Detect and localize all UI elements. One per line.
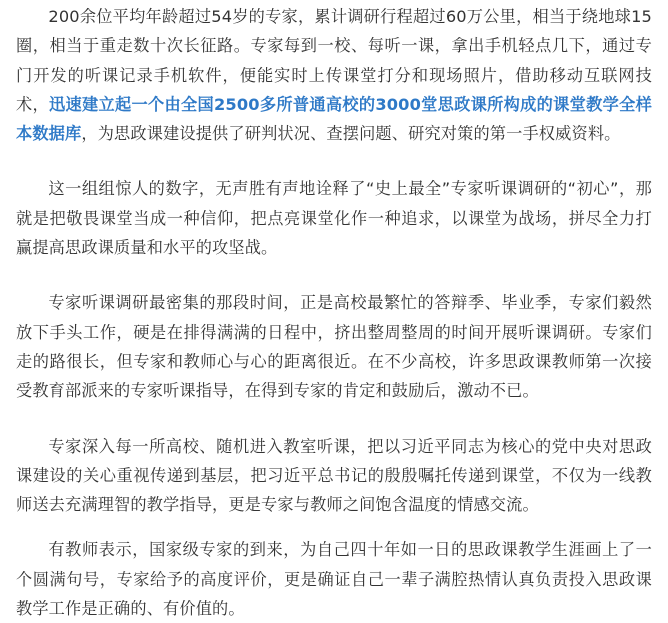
paragraph-1-highlight: 迅速建立起一个由全国2500多所普通高校的3000堂思政课所构成的课堂教学全样本数据库 xyxy=(16,94,652,144)
paragraph-5-text: 有教师表示，国家级专家的到来，为自己四十年如一日的思政课教学生涯画上了一个圆满句号，专家给予的高度评价，更是确证自己一辈子满腔热情认真负责投入思政课教学工作是正确的、有价值的。 xyxy=(16,540,652,619)
paragraph-2-text: 这一组组惊人的数字，无声胜有声地诠释了“史上最全”专家听课调研的“初心”，那就是把敬畏课堂当成一种信仰，把点亮课堂化作一种追求，以课堂为战场，拼尽全力打赢提高思政课质量和水平的攻坚战。 xyxy=(16,179,652,258)
paragraph-2 xyxy=(16,174,652,262)
paragraph-1-text-a: 200余位平均年龄超过54岁的专家，累计调研行程超过60万公里，相当于绕地球15圈，相当于重走数十次长征路。专家每到一校、每听一课，拿出手机轻点几下，通过专门开发的听课记录手机软件，便能实时上传课堂打分和现场照片，借助移动互联网技术， xyxy=(16,7,652,114)
paragraph-3 xyxy=(16,288,652,405)
paragraph-1-text-b: ，为思政课建设提供了研判状况、查摆问题、研究对策的第一手权威资料。 xyxy=(81,124,621,144)
paragraph-3-text: 专家听课调研最密集的那段时间，正是高校最繁忙的答辩季、毕业季，专家们毅然放下手头工作，硬是在排得满满的日程中，挤出整周整周的时间开展听课调研。专家们走的路很长，但专家和教师心与心的距离很近。在不少高校，许多思政课教师第一次接受教育部派来的专家听课指导，在得到专家的肯定和鼓励后，激动不已。 xyxy=(16,293,652,401)
paragraph-4 xyxy=(16,432,652,520)
paragraph-4-text: 专家深入每一所高校、随机进入教室听课，把以习近平同志为核心的党中央对思政课建设的关心重视传递到基层，把习近平总书记的殷殷嘱托传递到课堂，不仅为一线教师送去充满理智的教学指导，更是专家与教师之间饱含温度的情感交流。 xyxy=(16,436,652,515)
paragraph-1 xyxy=(16,2,652,148)
paragraph-5 xyxy=(16,535,652,623)
